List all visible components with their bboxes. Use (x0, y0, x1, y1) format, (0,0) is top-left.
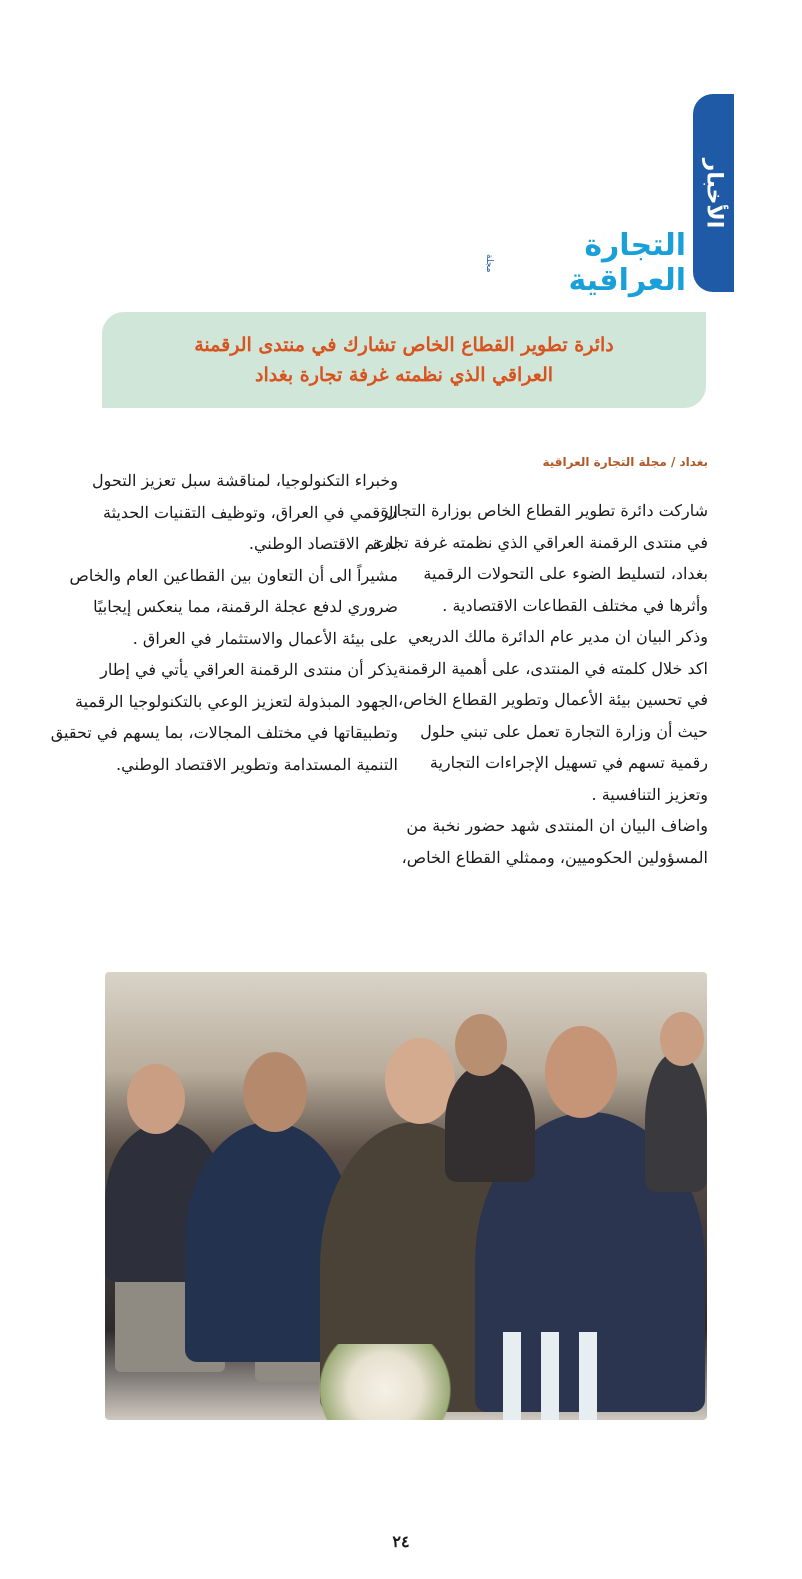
paragraph-line: وأثرها في مختلف القطاعات الاقتصادية . (442, 595, 708, 615)
attendee-head (127, 1064, 185, 1134)
section-tab-label: الأخبار (701, 158, 726, 228)
paragraph-line: الجهود المبذولة لتعزيز الوعي بالتكنولوجيا الرقمية (75, 691, 398, 711)
paragraph-line: التنمية المستدامة وتطوير الاقتصاد الوطني. (116, 754, 398, 774)
attendee-head (243, 1052, 307, 1132)
article-column-right (372, 495, 708, 873)
page-number: ٢٤ (392, 1532, 410, 1551)
paragraph-line: وتطبيقاتها في مختلف المجالات، بما يسهم في تحقيق (50, 723, 398, 742)
water-bottles (493, 1332, 603, 1420)
paragraph-line: رقمية تسهم في تسهيل الإجراءات التجارية (429, 753, 708, 772)
magazine-label: مجلة (484, 253, 494, 273)
paragraph-line: وذكر البيان ان مدير عام الدائرة مالك الدريعي (408, 627, 708, 646)
paragraph-line: واضاف البيان ان المنتدى شهد حضور نخبة من (406, 816, 708, 835)
article-headline (102, 312, 706, 408)
flower-arrangement (305, 1344, 465, 1420)
paragraph-line: مشيراً الى أن التعاون بين القطاعين العام والخاص (69, 565, 398, 585)
attendee-head (545, 1026, 617, 1118)
attendee-head (455, 1014, 507, 1076)
attendee-head (385, 1038, 455, 1124)
section-tab (693, 94, 734, 292)
article-column-left (50, 465, 398, 780)
attendee (445, 1062, 535, 1182)
paragraph-line: حيث أن وزارة التجارة تعمل على تبني حلول (420, 721, 708, 741)
forum-attendees-photo (105, 972, 707, 1420)
headline-line-2: العراقي الذي نظمته غرفة تجارة بغداد (255, 364, 554, 386)
paragraph-line: المسؤولين الحكوميين، وممثلي القطاع الخاص، (401, 847, 708, 867)
dateline: بغداد / مجلة التجارة العراقية (542, 455, 708, 469)
paragraph-line: في تحسين بيئة الأعمال وتطوير القطاع الخاص، (398, 690, 708, 709)
paragraph-line: الرقمي في العراق، وتوظيف التقنيات الحديثة (103, 502, 398, 522)
paragraph-line: في منتدى الرقمنة العراقي الذي نظمته غرفة تجارة (372, 532, 708, 552)
headline-line-1: دائرة تطوير القطاع الخاص تشارك في منتدى الرقمنة (194, 334, 614, 356)
paragraph-line: على بيئة الأعمال والاستثمار في العراق . (132, 628, 398, 648)
paragraph-line: ضروري لدفع عجلة الرقمنة، مما ينعكس إيجابيًا (93, 597, 398, 616)
paragraph-line: وتعزيز التنافسية . (591, 784, 708, 804)
paragraph-line: يذكر أن منتدى الرقمنة العراقي يأتي في إطار (100, 660, 398, 679)
paragraph-line: بغداد، لتسليط الضوء على التحولات الرقمية (423, 564, 708, 583)
magazine-logo (480, 228, 686, 298)
attendee (645, 1052, 707, 1192)
attendee-head (660, 1012, 704, 1066)
paragraph-line: شاركت دائرة تطوير القطاع الخاص بوزارة التجارة، (375, 501, 708, 520)
magazine-name: التجارة العراقية (568, 228, 686, 298)
paragraph-line: لدعم الاقتصاد الوطني. (248, 534, 398, 553)
paragraph-line: اكد خلال كلمته في المنتدى، على أهمية الرقمنة (397, 658, 708, 678)
paragraph-line: وخبراء التكنولوجيا، لمناقشة سبل تعزيز التحول (92, 471, 398, 490)
